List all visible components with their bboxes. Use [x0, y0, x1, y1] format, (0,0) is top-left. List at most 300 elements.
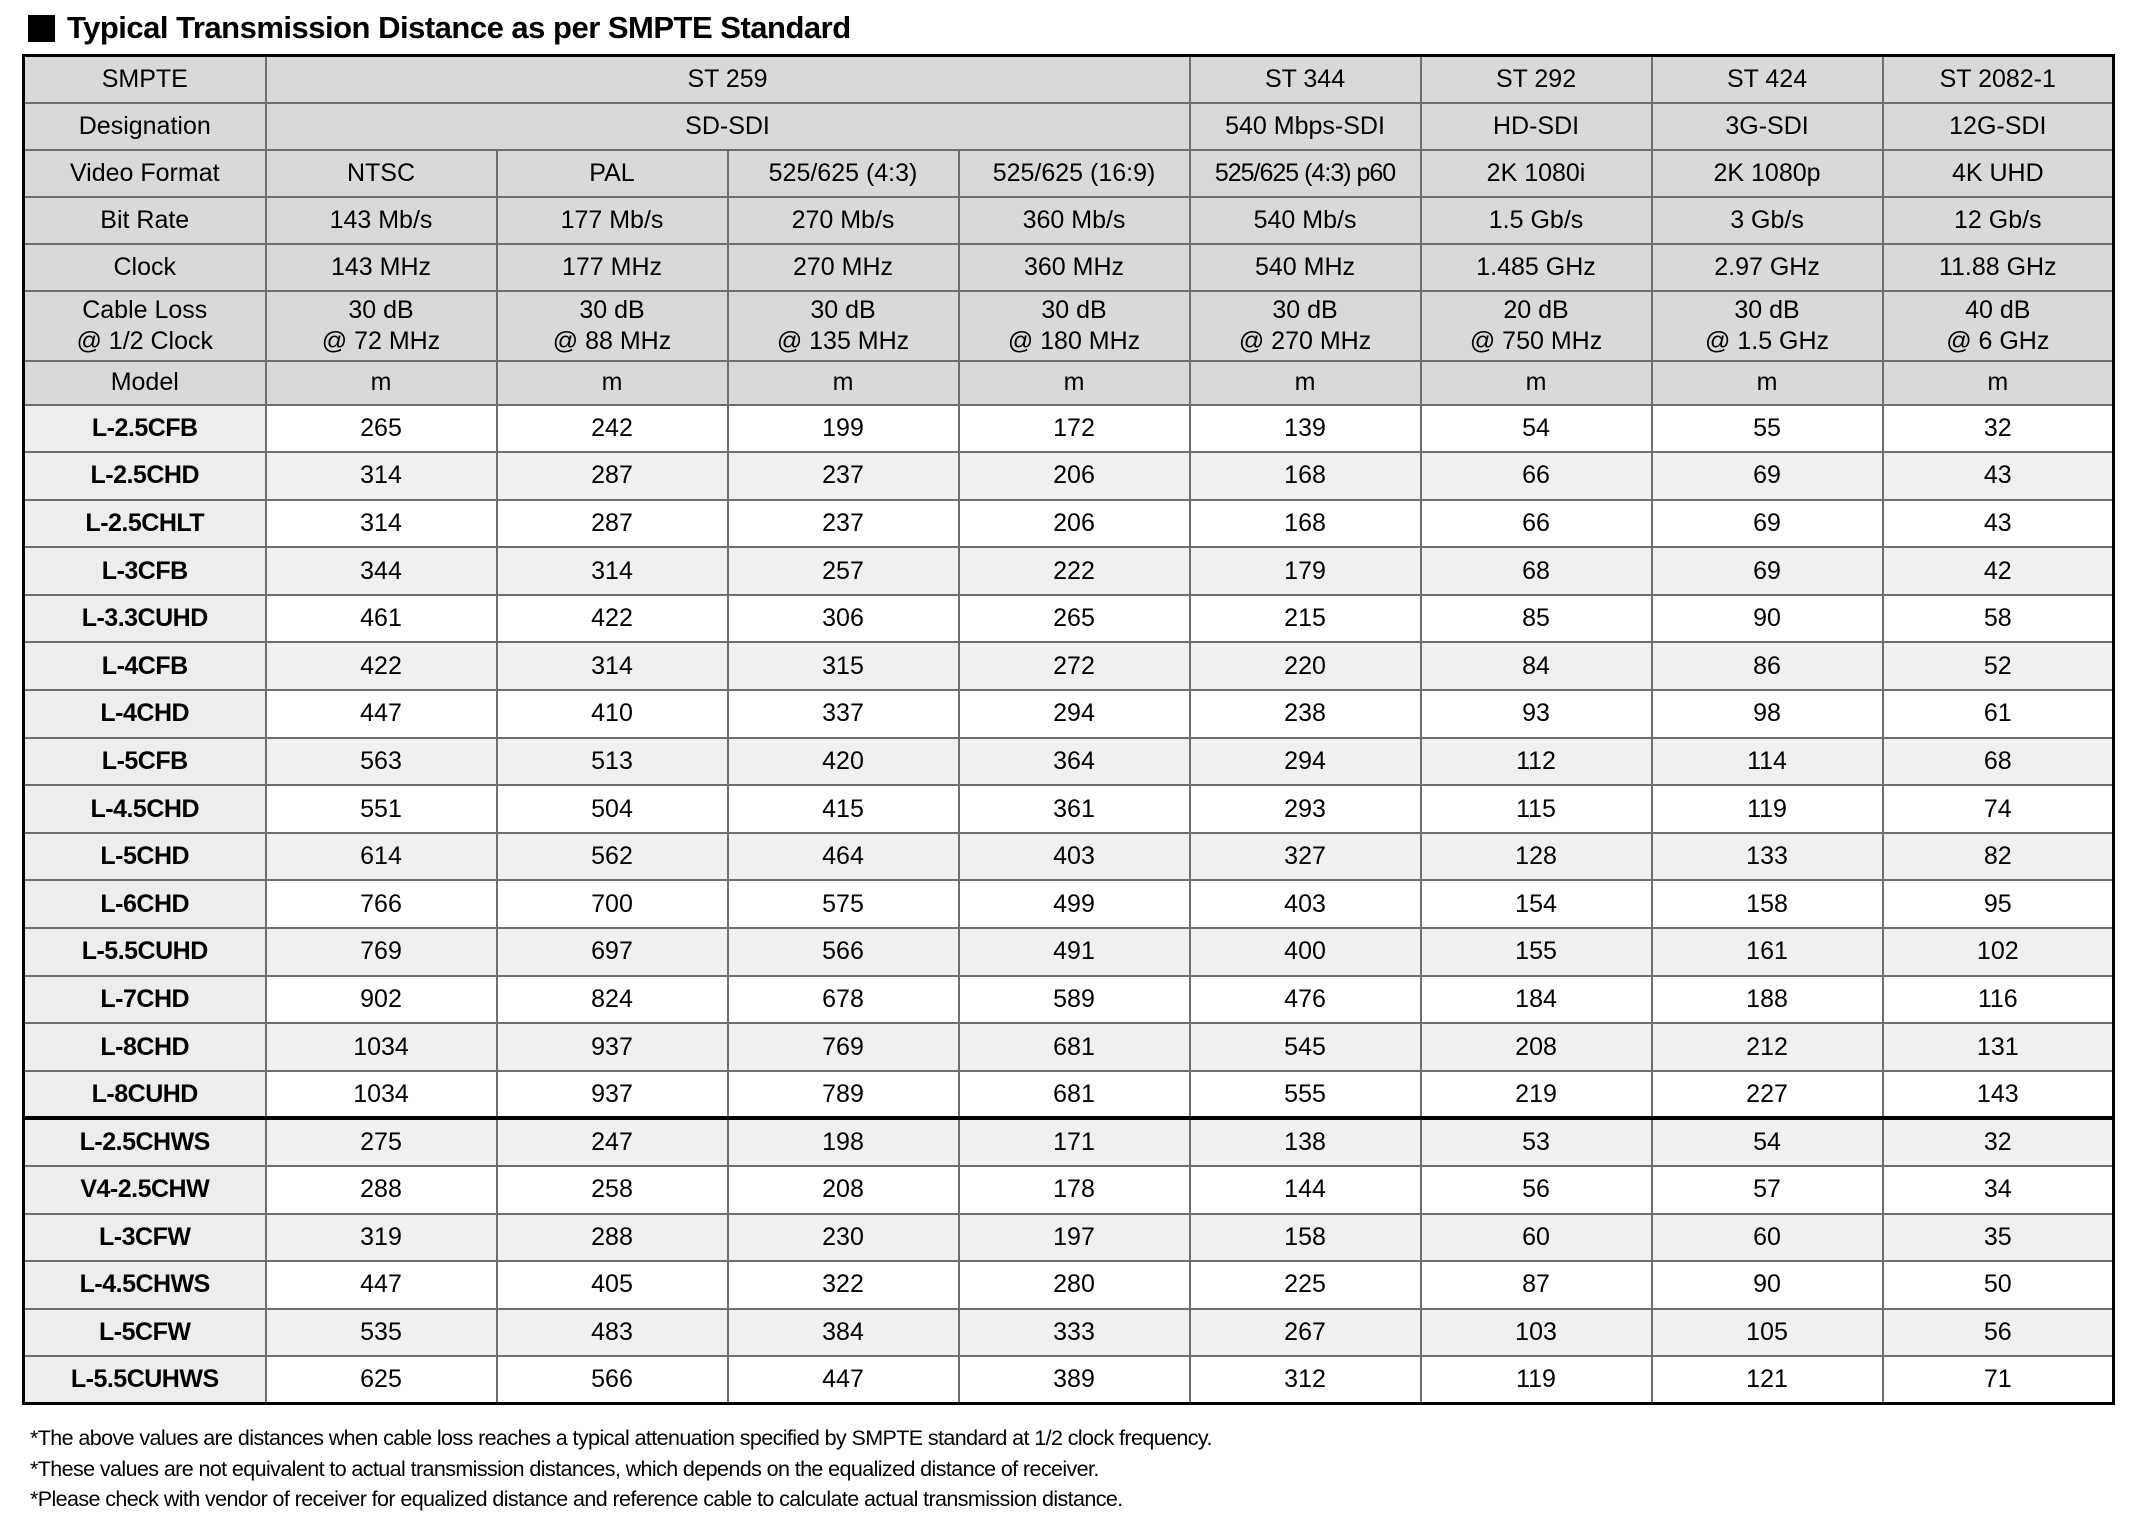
distance-cell: 116: [1883, 976, 2114, 1024]
table-row: [24, 833, 2114, 881]
distance-cell: 272: [959, 642, 1190, 690]
distance-cell: 90: [1652, 595, 1883, 643]
unit-cell: m: [266, 361, 497, 405]
distance-cell: 168: [1190, 452, 1421, 500]
distance-cell: 87: [1421, 1261, 1652, 1309]
table-row: [24, 1309, 2114, 1357]
unit-cell: m: [1883, 361, 2114, 405]
distance-cell: 139: [1190, 405, 1421, 453]
distance-cell: 71: [1883, 1356, 2114, 1404]
distance-cell: 327: [1190, 833, 1421, 881]
unit-cell: m: [728, 361, 959, 405]
page-title-row: [0, 0, 2134, 54]
distance-cell: 74: [1883, 785, 2114, 833]
header-value-cell: SD-SDI: [266, 103, 1190, 150]
distance-cell: 144: [1190, 1166, 1421, 1214]
header-label-video-format: Video Format: [24, 150, 266, 197]
distance-cell: 238: [1190, 690, 1421, 738]
model-name-cell: L-5CFW: [24, 1309, 266, 1357]
distance-cell: 128: [1421, 833, 1652, 881]
distance-cell: 32: [1883, 405, 2114, 453]
table-row: [24, 1356, 2114, 1404]
distance-cell: 230: [728, 1214, 959, 1262]
distance-cell: 112: [1421, 738, 1652, 786]
header-value-cell: 11.88 GHz: [1883, 244, 2114, 291]
distance-cell: 288: [497, 1214, 728, 1262]
header-label-designation: Designation: [24, 103, 266, 150]
header-value-cell: 143 Mb/s: [266, 197, 497, 244]
model-name-cell: L-5.5CUHWS: [24, 1356, 266, 1404]
unit-cell: m: [959, 361, 1190, 405]
model-name-cell: L-2.5CHD: [24, 452, 266, 500]
table-row: [24, 738, 2114, 786]
distance-cell: 937: [497, 1023, 728, 1071]
distance-cell: 483: [497, 1309, 728, 1357]
distance-cell: 90: [1652, 1261, 1883, 1309]
cell-line: 30 dB: [348, 296, 414, 324]
distance-cell: 161: [1652, 928, 1883, 976]
distance-cell: 769: [266, 928, 497, 976]
distance-cell: 43: [1883, 500, 2114, 548]
distance-cell: 247: [497, 1118, 728, 1166]
header-value-cell: ST 424: [1652, 56, 1883, 103]
table-row: [24, 690, 2114, 738]
model-name-cell: L-4CHD: [24, 690, 266, 738]
distance-cell: 422: [497, 595, 728, 643]
distance-cell: 280: [959, 1261, 1190, 1309]
distance-cell: 566: [497, 1356, 728, 1404]
footnote: *These values are not equivalent to actual transmission distances, which depends on the equalized distance of receiver.: [30, 1456, 1099, 1481]
distance-cell: 66: [1421, 452, 1652, 500]
distance-cell: 158: [1190, 1214, 1421, 1262]
distance-cell: 54: [1652, 1118, 1883, 1166]
title-square-icon: [28, 15, 55, 42]
distance-cell: 158: [1652, 880, 1883, 928]
cable-loss-cell: [959, 291, 1190, 361]
unit-cell: m: [1652, 361, 1883, 405]
distance-cell: 681: [959, 1071, 1190, 1119]
distance-cell: 121: [1652, 1356, 1883, 1404]
distance-cell: 306: [728, 595, 959, 643]
model-name-cell: L-2.5CHLT: [24, 500, 266, 548]
table-row: [24, 1214, 2114, 1262]
distance-cell: 314: [266, 452, 497, 500]
distance-cell: 322: [728, 1261, 959, 1309]
distance-cell: 678: [728, 976, 959, 1024]
distance-cell: 179: [1190, 547, 1421, 595]
table-row: [24, 1118, 2114, 1166]
distance-cell: 589: [959, 976, 1190, 1024]
table-row: [24, 56, 2114, 103]
distance-cell: 314: [497, 547, 728, 595]
header-value-cell: 12G-SDI: [1883, 103, 2114, 150]
model-name-cell: L-4.5CHWS: [24, 1261, 266, 1309]
cell-line: @ 88 MHz: [552, 326, 672, 355]
model-name-cell: L-3.3CUHD: [24, 595, 266, 643]
distance-cell: 681: [959, 1023, 1190, 1071]
cell-line: @ 6 GHz: [1946, 326, 2050, 355]
table-row: [24, 1071, 2114, 1119]
header-value-cell: 143 MHz: [266, 244, 497, 291]
distance-cell: 312: [1190, 1356, 1421, 1404]
model-name-cell: L-7CHD: [24, 976, 266, 1024]
distance-cell: 242: [497, 405, 728, 453]
header-value-cell: 540 Mbps-SDI: [1190, 103, 1421, 150]
model-name-cell: L-4.5CHD: [24, 785, 266, 833]
cell-line: 30 dB: [1272, 296, 1338, 324]
distance-cell: 119: [1652, 785, 1883, 833]
cable-loss-cell: [728, 291, 959, 361]
header-value-cell: 1.485 GHz: [1421, 244, 1652, 291]
cable-loss-cell: [1883, 291, 2114, 361]
header-value-cell: 525/625 (4:3): [728, 150, 959, 197]
table-row: [24, 928, 2114, 976]
table-row: [24, 642, 2114, 690]
distance-cell: 504: [497, 785, 728, 833]
header-value-cell: 3G-SDI: [1652, 103, 1883, 150]
distance-cell: 447: [728, 1356, 959, 1404]
model-name-cell: V4-2.5CHW: [24, 1166, 266, 1214]
distance-cell: 133: [1652, 833, 1883, 881]
header-value-cell: NTSC: [266, 150, 497, 197]
distance-cell: 168: [1190, 500, 1421, 548]
table-row: [24, 976, 2114, 1024]
distance-cell: 937: [497, 1071, 728, 1119]
distance-cell: 499: [959, 880, 1190, 928]
header-value-cell: 177 Mb/s: [497, 197, 728, 244]
distance-cell: 103: [1421, 1309, 1652, 1357]
header-value-cell: 525/625 (16:9): [959, 150, 1190, 197]
distance-cell: 69: [1652, 547, 1883, 595]
distance-cell: 199: [728, 405, 959, 453]
distance-cell: 237: [728, 452, 959, 500]
distance-cell: 119: [1421, 1356, 1652, 1404]
unit-cell: m: [497, 361, 728, 405]
header-value-cell: ST 292: [1421, 56, 1652, 103]
distance-cell: 769: [728, 1023, 959, 1071]
model-name-cell: L-5CFB: [24, 738, 266, 786]
distance-cell: 403: [959, 833, 1190, 881]
distance-cell: 143: [1883, 1071, 2114, 1119]
distance-cell: 789: [728, 1071, 959, 1119]
distance-cell: 562: [497, 833, 728, 881]
distance-cell: 415: [728, 785, 959, 833]
distance-cell: 56: [1883, 1309, 2114, 1357]
table-row: [24, 1023, 2114, 1071]
cell-line: 20 dB: [1503, 296, 1569, 324]
distance-cell: 384: [728, 1309, 959, 1357]
table-row: [24, 880, 2114, 928]
distance-cell: 464: [728, 833, 959, 881]
header-value-cell: 1.5 Gb/s: [1421, 197, 1652, 244]
distance-cell: 95: [1883, 880, 2114, 928]
table-row: [24, 1166, 2114, 1214]
distance-cell: 563: [266, 738, 497, 786]
model-name-cell: L-6CHD: [24, 880, 266, 928]
distance-cell: 42: [1883, 547, 2114, 595]
distance-cell: 275: [266, 1118, 497, 1166]
distance-cell: 54: [1421, 405, 1652, 453]
header-value-cell: 270 Mb/s: [728, 197, 959, 244]
distance-cell: 184: [1421, 976, 1652, 1024]
distance-cell: 82: [1883, 833, 2114, 881]
table-row: [24, 595, 2114, 643]
table-row: [24, 291, 2114, 361]
distance-cell: 84: [1421, 642, 1652, 690]
distance-cell: 293: [1190, 785, 1421, 833]
model-name-cell: L-3CFB: [24, 547, 266, 595]
distance-cell: 61: [1883, 690, 2114, 738]
distance-cell: 333: [959, 1309, 1190, 1357]
model-name-cell: L-8CHD: [24, 1023, 266, 1071]
distance-cell: 403: [1190, 880, 1421, 928]
distance-cell: 545: [1190, 1023, 1421, 1071]
distance-cell: 215: [1190, 595, 1421, 643]
distance-cell: 287: [497, 452, 728, 500]
header-value-cell: 12 Gb/s: [1883, 197, 2114, 244]
distance-cell: 35: [1883, 1214, 2114, 1262]
table-row: [24, 452, 2114, 500]
header-value-cell: ST 259: [266, 56, 1190, 103]
distance-cell: 43: [1883, 452, 2114, 500]
distance-cell: 138: [1190, 1118, 1421, 1166]
distance-cell: 98: [1652, 690, 1883, 738]
distance-cell: 102: [1883, 928, 2114, 976]
distance-cell: 265: [959, 595, 1190, 643]
cell-line: 30 dB: [1041, 296, 1107, 324]
distance-cell: 114: [1652, 738, 1883, 786]
model-name-cell: L-2.5CHWS: [24, 1118, 266, 1166]
distance-cell: 491: [959, 928, 1190, 976]
page-title: Typical Transmission Distance as per SMPTE Standard: [67, 10, 851, 45]
distance-cell: 57: [1652, 1166, 1883, 1214]
distance-cell: 902: [266, 976, 497, 1024]
distance-cell: 53: [1421, 1118, 1652, 1166]
distance-cell: 288: [266, 1166, 497, 1214]
distance-cell: 219: [1421, 1071, 1652, 1119]
cell-line: 40 dB: [1965, 296, 2031, 324]
cell-line: @ 1/2 Clock: [76, 326, 214, 355]
header-label-smpte: SMPTE: [24, 56, 266, 103]
table-row: [24, 785, 2114, 833]
header-value-cell: 2K 1080p: [1652, 150, 1883, 197]
header-value-cell: 177 MHz: [497, 244, 728, 291]
distance-cell: 52: [1883, 642, 2114, 690]
header-value-cell: 360 MHz: [959, 244, 1190, 291]
distance-cell: 697: [497, 928, 728, 976]
table-row: [24, 547, 2114, 595]
header-value-cell: ST 344: [1190, 56, 1421, 103]
distance-cell: 155: [1421, 928, 1652, 976]
distance-cell: 56: [1421, 1166, 1652, 1214]
distance-cell: 208: [1421, 1023, 1652, 1071]
header-value-cell: 540 MHz: [1190, 244, 1421, 291]
header-value-cell: 540 Mb/s: [1190, 197, 1421, 244]
header-label-model: Model: [24, 361, 266, 405]
distance-cell: 337: [728, 690, 959, 738]
table-row: [24, 500, 2114, 548]
distance-cell: 420: [728, 738, 959, 786]
header-label-cable-loss: [24, 291, 266, 361]
header-value-cell: 2.97 GHz: [1652, 244, 1883, 291]
header-value-cell: 360 Mb/s: [959, 197, 1190, 244]
distance-cell: 476: [1190, 976, 1421, 1024]
distance-cell: 294: [1190, 738, 1421, 786]
distance-cell: 227: [1652, 1071, 1883, 1119]
table-row: [24, 1261, 2114, 1309]
distance-cell: 319: [266, 1214, 497, 1262]
distance-cell: 294: [959, 690, 1190, 738]
model-name-cell: L-4CFB: [24, 642, 266, 690]
distance-cell: 513: [497, 738, 728, 786]
distance-cell: 206: [959, 452, 1190, 500]
distance-cell: 66: [1421, 500, 1652, 548]
cell-line: @ 1.5 GHz: [1705, 326, 1830, 355]
model-name-cell: L-8CUHD: [24, 1071, 266, 1119]
distance-cell: 178: [959, 1166, 1190, 1214]
cable-loss-cell: [1190, 291, 1421, 361]
cable-loss-cell: [266, 291, 497, 361]
footnotes: [30, 1423, 2134, 1513]
header-value-cell: 3 Gb/s: [1652, 197, 1883, 244]
cell-line: @ 180 MHz: [1007, 326, 1141, 355]
model-name-cell: L-5CHD: [24, 833, 266, 881]
distance-cell: 69: [1652, 452, 1883, 500]
distance-cell: 188: [1652, 976, 1883, 1024]
table-row: [24, 197, 2114, 244]
distance-cell: 700: [497, 880, 728, 928]
header-value-cell: 270 MHz: [728, 244, 959, 291]
distance-cell: 85: [1421, 595, 1652, 643]
distance-cell: 50: [1883, 1261, 2114, 1309]
distance-cell: 60: [1652, 1214, 1883, 1262]
distance-cell: 461: [266, 595, 497, 643]
distance-cell: 105: [1652, 1309, 1883, 1357]
unit-cell: m: [1190, 361, 1421, 405]
distance-cell: 60: [1421, 1214, 1652, 1262]
header-value-cell: HD-SDI: [1421, 103, 1652, 150]
distance-cell: 535: [266, 1309, 497, 1357]
distance-cell: 361: [959, 785, 1190, 833]
cell-line: Cable Loss: [82, 296, 208, 324]
cell-line: @ 72 MHz: [321, 326, 441, 355]
header-value-cell: PAL: [497, 150, 728, 197]
distance-cell: 287: [497, 500, 728, 548]
distance-cell: 422: [266, 642, 497, 690]
distance-cell: 614: [266, 833, 497, 881]
distance-cell: 58: [1883, 595, 2114, 643]
distance-cell: 34: [1883, 1166, 2114, 1214]
distance-cell: 400: [1190, 928, 1421, 976]
header-value-cell: 525/625 (4:3) p60: [1190, 150, 1421, 197]
distance-cell: 208: [728, 1166, 959, 1214]
distance-cell: 220: [1190, 642, 1421, 690]
distance-cell: 551: [266, 785, 497, 833]
distance-cell: 225: [1190, 1261, 1421, 1309]
cable-loss-cell: [1421, 291, 1652, 361]
distance-cell: 566: [728, 928, 959, 976]
table-row: [24, 244, 2114, 291]
cell-line: 30 dB: [579, 296, 645, 324]
distance-cell: 171: [959, 1118, 1190, 1166]
cell-line: @ 270 MHz: [1238, 326, 1372, 355]
cable-loss-cell: [1652, 291, 1883, 361]
distance-cell: 206: [959, 500, 1190, 548]
distance-cell: 344: [266, 547, 497, 595]
table-row: [24, 103, 2114, 150]
header-value-cell: 2K 1080i: [1421, 150, 1652, 197]
distance-cell: 93: [1421, 690, 1652, 738]
distance-cell: 766: [266, 880, 497, 928]
distance-cell: 68: [1421, 547, 1652, 595]
table-row: [24, 361, 2114, 405]
footnote: *The above values are distances when cable loss reaches a typical attenuation specified by SMPTE standard at 1/2 clock frequency.: [30, 1426, 1212, 1451]
distance-cell: 198: [728, 1118, 959, 1166]
distance-cell: 115: [1421, 785, 1652, 833]
distance-cell: 555: [1190, 1071, 1421, 1119]
distance-cell: 447: [266, 1261, 497, 1309]
cable-loss-cell: [497, 291, 728, 361]
header-label-clock: Clock: [24, 244, 266, 291]
model-name-cell: L-2.5CFB: [24, 405, 266, 453]
header-label-bit-rate: Bit Rate: [24, 197, 266, 244]
model-name-cell: L-5.5CUHD: [24, 928, 266, 976]
unit-cell: m: [1421, 361, 1652, 405]
distance-cell: 212: [1652, 1023, 1883, 1071]
header-value-cell: 4K UHD: [1883, 150, 2114, 197]
distance-cell: 131: [1883, 1023, 2114, 1071]
distance-cell: 389: [959, 1356, 1190, 1404]
distance-cell: 575: [728, 880, 959, 928]
distance-cell: 237: [728, 500, 959, 548]
distance-cell: 447: [266, 690, 497, 738]
distance-cell: 405: [497, 1261, 728, 1309]
model-name-cell: L-3CFW: [24, 1214, 266, 1262]
distance-cell: 86: [1652, 642, 1883, 690]
footnote: *Please check with vendor of receiver for equalized distance and reference cable to calculate actual transmission distance.: [30, 1486, 1123, 1511]
distance-cell: 314: [497, 642, 728, 690]
distance-cell: 222: [959, 547, 1190, 595]
distance-cell: 1034: [266, 1071, 497, 1119]
distance-cell: 55: [1652, 405, 1883, 453]
distance-cell: 410: [497, 690, 728, 738]
table-row: [24, 405, 2114, 453]
header-value-cell: ST 2082-1: [1883, 56, 2114, 103]
distance-cell: 257: [728, 547, 959, 595]
table-row: [24, 150, 2114, 197]
distance-cell: 267: [1190, 1309, 1421, 1357]
distance-cell: 314: [266, 500, 497, 548]
distance-cell: 265: [266, 405, 497, 453]
distance-cell: 1034: [266, 1023, 497, 1071]
distance-cell: 68: [1883, 738, 2114, 786]
transmission-distance-table: [22, 54, 2115, 1405]
distance-cell: 172: [959, 405, 1190, 453]
distance-cell: 69: [1652, 500, 1883, 548]
cell-line: @ 750 MHz: [1469, 326, 1603, 355]
distance-cell: 315: [728, 642, 959, 690]
cell-line: @ 135 MHz: [776, 326, 910, 355]
distance-cell: 258: [497, 1166, 728, 1214]
distance-cell: 154: [1421, 880, 1652, 928]
distance-cell: 364: [959, 738, 1190, 786]
distance-cell: 32: [1883, 1118, 2114, 1166]
cell-line: 30 dB: [1734, 296, 1800, 324]
distance-cell: 197: [959, 1214, 1190, 1262]
distance-cell: 625: [266, 1356, 497, 1404]
distance-cell: 824: [497, 976, 728, 1024]
cell-line: 30 dB: [810, 296, 876, 324]
